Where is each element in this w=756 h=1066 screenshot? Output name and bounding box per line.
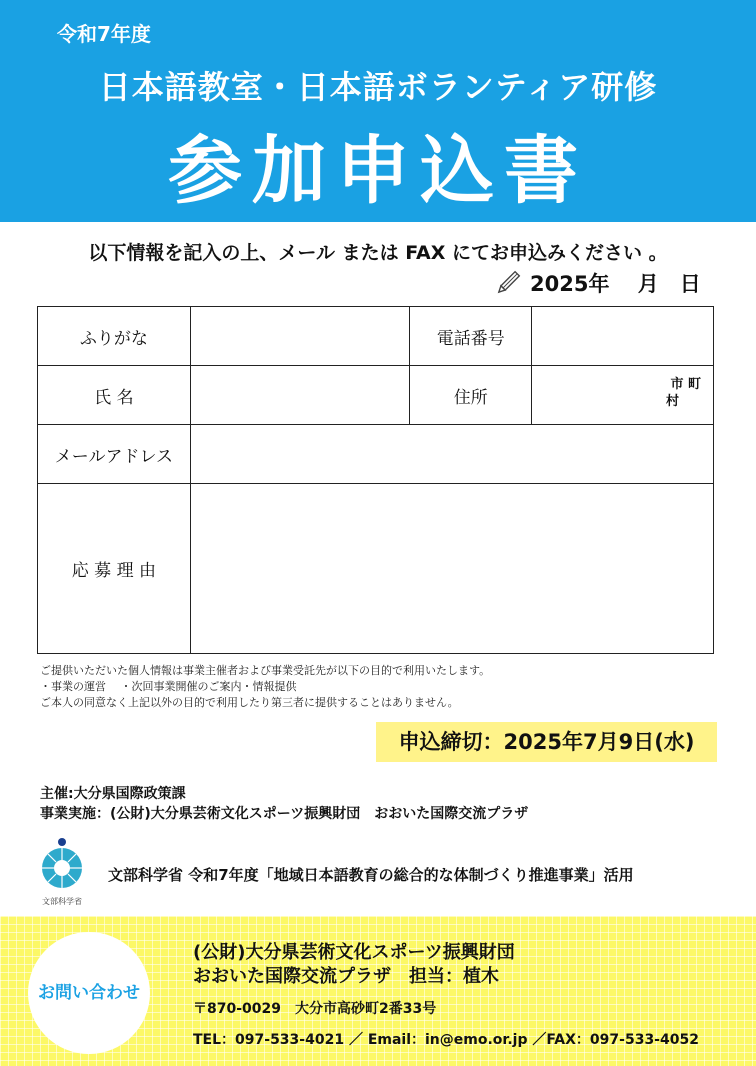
event-subtitle: 日本語教室・日本語ボランティア研修: [98, 68, 658, 106]
contact-phone-email-fax: TEL：097-533-4021 ／ Email：in@emo.or.jp ／FAX：097-533-4052: [193, 1032, 699, 1048]
label-furigana: ふりがな: [38, 307, 191, 366]
privacy-purposes: ・事業の運営 ・次回事業開催のご案内・情報提供: [40, 680, 297, 693]
label-email: メールアドレス: [38, 425, 191, 484]
implementer-text: 事業実施：(公財)大分県芸術文化スポーツ振興財団 おおいた国際交流プラザ: [40, 806, 529, 822]
email-input[interactable]: [190, 425, 713, 484]
address-village-label: 村: [665, 394, 679, 409]
privacy-note: ご提供いただいた個人情報は事業主催者および事業受託先が以下の目的で利用いたします。: [40, 664, 491, 677]
application-form: [37, 306, 714, 654]
contact-plaza: おおいた国際交流プラザ 担当：植木: [193, 966, 499, 987]
pencil-icon: [494, 269, 522, 297]
deadline-badge: 申込締切：2025年7月9日(水): [376, 722, 717, 762]
inquiry-badge: お問い合わせ: [28, 932, 150, 1054]
address-input[interactable]: [532, 366, 714, 425]
furigana-input[interactable]: [190, 307, 410, 366]
header-banner: [0, 0, 756, 222]
fiscal-year: 令和7年度: [57, 22, 151, 46]
address-city-label: 市 町: [670, 377, 701, 392]
date-text: 2025年 月 日: [530, 272, 701, 296]
privacy-consent: ご本人の同意なく上記以外の目的で利用したり第三者に提供することはありません。: [40, 696, 459, 709]
label-address: 住所: [410, 366, 532, 425]
contact-address: 〒870-0029 大分市高砂町2番33号: [193, 1001, 437, 1017]
mext-logo-label: 文部科学省: [42, 897, 82, 906]
phone-input[interactable]: [532, 307, 714, 366]
label-reason: 応 募 理 由: [38, 484, 191, 654]
label-name: 氏 名: [38, 366, 191, 425]
organizer-text: 主催:大分県国際政策課: [40, 786, 186, 802]
page-title: 参加申込書: [168, 128, 588, 214]
date-line: [494, 268, 701, 298]
mext-logo-icon: [37, 836, 87, 908]
instruction-text: 以下情報を記入の上、メール または FAX にてお申込みください 。: [88, 242, 668, 264]
mext-program-note: 文部科学省 令和7年度「地域日本語教育の総合的な体制づくり推進事業」活用: [108, 866, 634, 884]
name-input[interactable]: [190, 366, 410, 425]
reason-input[interactable]: [190, 484, 713, 654]
contact-org: (公財)大分県芸術文化スポーツ振興財団: [193, 942, 515, 963]
label-phone: 電話番号: [410, 307, 532, 366]
